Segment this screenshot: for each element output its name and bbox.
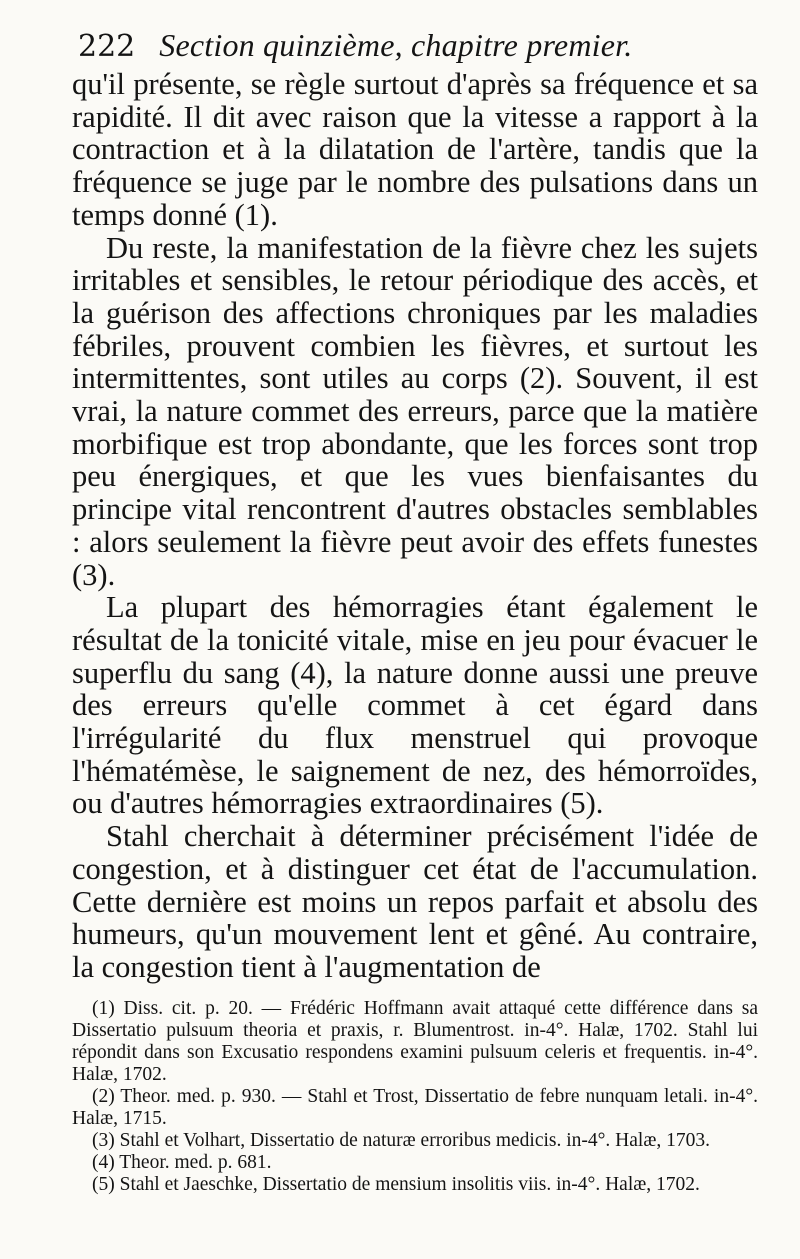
footnote: (1) Diss. cit. p. 20. — Frédéric Hoffmann avait attaqué cette différence dans sa Dissertatio pulsuum theoria et praxis, r. Blumentrost. in-4°. Halæ, 1702. Stahl lui répondit dans son Excusatio respondens examini pulsuum celeris et frequentis. in-4°. Halæ, 1702. <box>72 998 758 1085</box>
paragraph: Du reste, la manifestation de la fièvre chez les sujets irritables et sensibles, le retour périodique des accès, et la guérison des affections chroniques par les maladies fébriles, prouvent combien les fièvres, et surtout les intermittentes, sont utiles au corps (2). Souvent, il est vrai, la nature commet des erreurs, parce que la matière morbifique est trop abondante, que les forces sont trop peu énergiques, et que les vues bienfaisantes du principe vital rencontrent d'autres obstacles semblables : alors seulement la fièvre peut avoir des effets funestes (3). <box>72 230 758 592</box>
paragraph: qu'il présente, se règle surtout d'après sa fréquence et sa rapidité. Il dit avec raison que la vitesse a rapport à la contraction et à la dilatation de l'artère, tandis que la fréquence se juge par le nombre des pulsations dans un temps donné (1). <box>72 67 758 232</box>
paragraph: La plupart des hémorragies étant également le résultat de la tonicité vitale, mise en jeu pour évacuer le superflu du sang (4), la nature donne aussi une preuve des erreurs qu'elle commet à cet égard dans l'irrégularité du flux menstruel qui provoque l'hématémèse, le saignement de nez, des hémorroïdes, ou d'autres hémorragies extraordinaires (5). <box>72 590 758 821</box>
footnote: (2) Theor. med. p. 930. — Stahl et Trost, Dissertatio de febre nunquam letali. in-4°. Halæ, 1715. <box>72 1086 758 1129</box>
paragraph: Stahl cherchait à déterminer précisément l'idée de congestion, et à distinguer cet état de l'accumulation. Cette dernière est moins un repos parfait et absolu des humeurs, qu'un mouvement lent et gêné. Au contraire, la congestion tient à l'augmentation de <box>72 819 758 984</box>
body-text <box>72 68 758 984</box>
footnotes <box>72 998 758 1196</box>
footnote: (3) Stahl et Volhart, Dissertatio de naturæ erroribus medicis. in-4°. Halæ, 1703. <box>92 1130 710 1151</box>
page-number: 222 <box>78 29 136 64</box>
footnote: (4) Theor. med. p. 681. <box>92 1152 272 1173</box>
running-head <box>78 28 758 68</box>
running-title: Section quinzième, chapitre premier. <box>159 27 633 63</box>
footnote: (5) Stahl et Jaeschke, Dissertatio de mensium insolitis viis. in-4°. Halæ, 1702. <box>92 1174 700 1195</box>
